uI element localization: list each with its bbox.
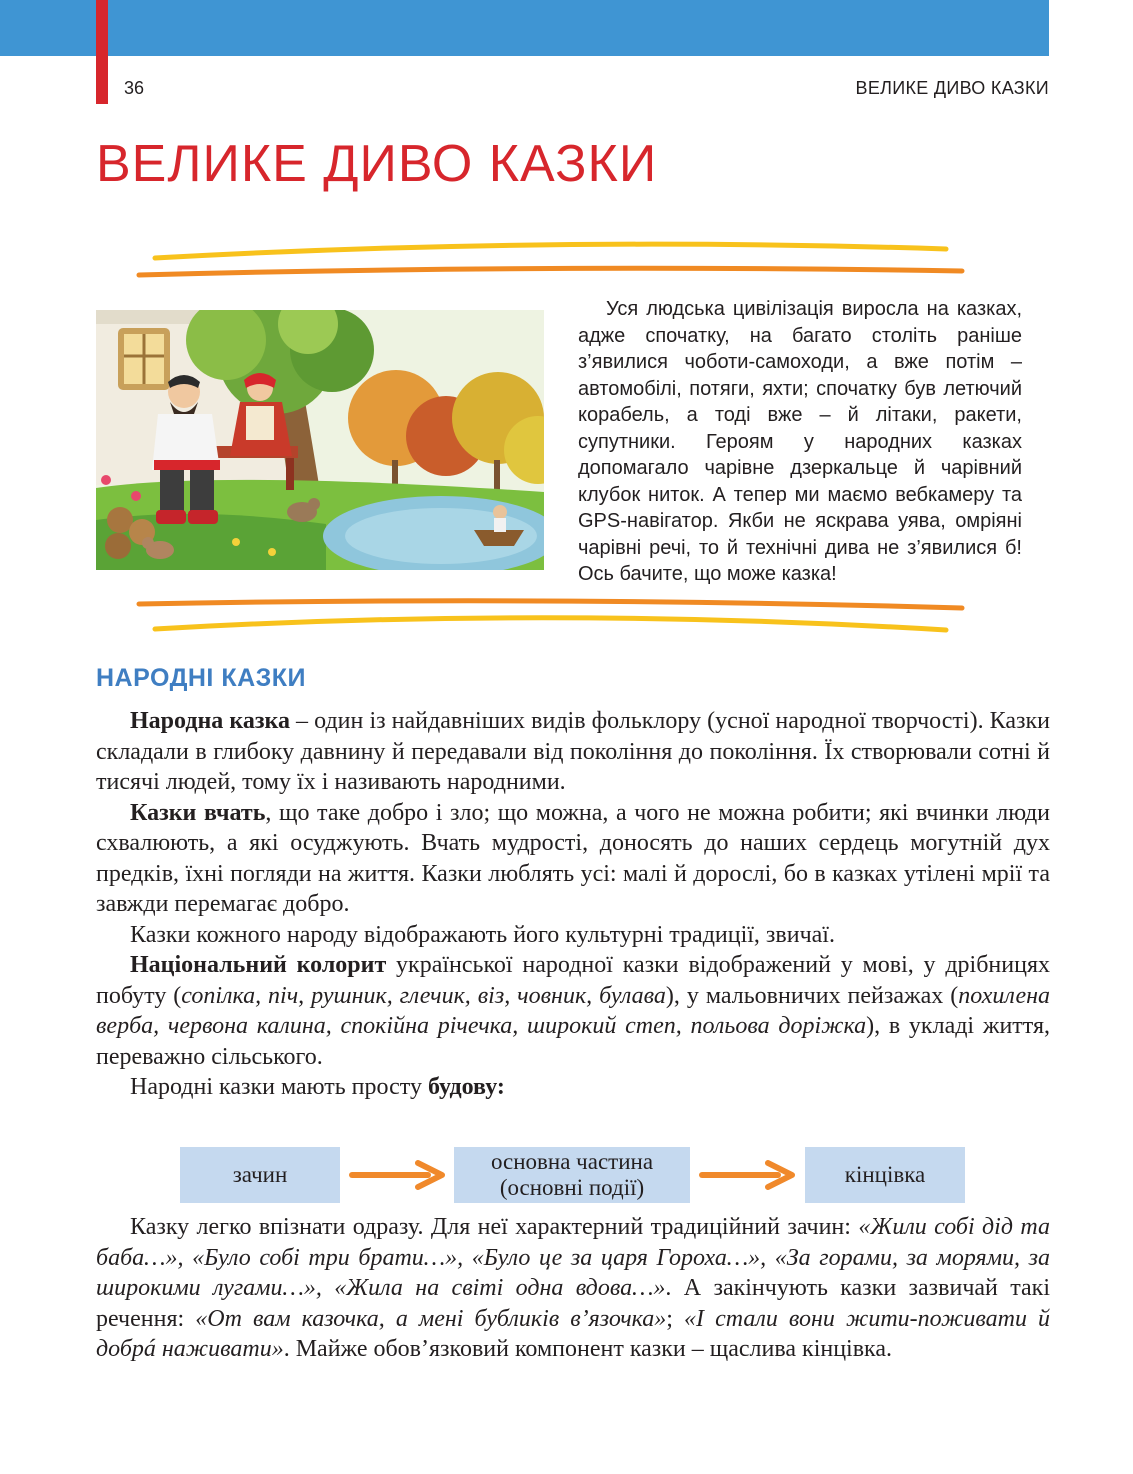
top-color-band	[0, 0, 1049, 56]
paragraph-structure-intro	[96, 1072, 1050, 1103]
scheme-box-main-part	[454, 1147, 690, 1203]
fairy-tale-illustration	[96, 310, 544, 570]
term-structure: будову	[427, 1074, 497, 1100]
opening-examples: «Жили собі дід та баба…», «Було собі три брати…», «Було це за царя Гороха…», «За горами, за морями, за широкими лугами…», «Жила на світі одна вдова…»	[96, 1214, 1051, 1301]
scheme-label-main-part	[491, 1149, 653, 1201]
colon: :	[496, 1074, 505, 1100]
paragraph-text: . Майже обов’язковий компонент казки – щаслива кінцівка.	[283, 1336, 893, 1362]
term-folk-tale: Народна казка	[130, 708, 290, 734]
arrow-right-icon	[348, 1159, 448, 1191]
paragraph-opening-and-ending	[96, 1212, 1050, 1365]
body-text-lower	[96, 1212, 1050, 1365]
section-title: НАРОДНІ КАЗКИ	[96, 664, 307, 692]
scheme-label-opening: зачин	[232, 1162, 288, 1187]
paragraph-folk-tale-definition	[96, 706, 1050, 798]
paragraph-text: , що таке добро і зло; що можна, а чого не можна робити; які вчинки люди схвалюють, а які осуджують. Вчать мудрості, доносять до наших сердець могутній дух предків, їхні погляди на життя. Казки люблять усі: малі й дорослі, бо в казках утілені мрії та завжди перемагає добро.	[96, 799, 1051, 917]
page-number: 36	[124, 78, 145, 98]
scheme-label-ending: кінцівка	[844, 1162, 926, 1187]
chapter-marker-bar	[96, 0, 108, 104]
paragraph-tales-teach	[96, 798, 1050, 920]
running-header: ВЕЛИКЕ ДИВО КАЗКИ	[855, 78, 1049, 98]
term-tales-teach: Казки вчать	[130, 799, 266, 826]
term-national-colour: Національний колорит	[130, 952, 387, 978]
paragraph-text: української народної казки відображений у мові, у дрібницях побуту (	[96, 952, 1050, 1009]
intro-paragraph: Уся людська цивілізація виросла на казках, адже спочатку, на багато століть раніше з’явилися чоботи-самоходи, а вже потім – автомобілі, потяги, яхти; спочатку був летючий корабель, а тоді вже – й літаки, ракети, супутники. Героям у народних казках допомагало чарівне дзеркальце й чарівний клубок ниток. А тепер ми маємо вебкамеру та GPS-навігатор. Якби не яскрава уява, омріяні чарівні речі, то й технічні дива не з’явилися б! Ось бачите, що може казка!	[578, 298, 1022, 585]
ending-example-2: «І стали вони жити-поживати й добрá наживати»	[96, 1305, 1051, 1362]
example-landscapes: похилена верба, червона калина, спокійна річечка, широкий степ, польова доріжка	[96, 982, 1050, 1039]
scheme-box-opening	[180, 1147, 340, 1203]
scheme-label-main-line2: (основні події)	[499, 1175, 645, 1200]
example-items: сопілка, піч, рушник, глечик, віз, човник, булава	[181, 982, 666, 1009]
paragraph-text: . А закінчують казки зазвичай такі речення:	[96, 1275, 1050, 1332]
paragraph-text: ), у мальовничих пейзажах (	[665, 982, 959, 1009]
paragraph-text: ), в укладі життя, переважно сільського.	[96, 1013, 1050, 1070]
paragraph-traditions	[96, 920, 1050, 951]
body-text-upper	[96, 706, 1050, 1103]
paragraph-text: Казку легко впізнати одразу. Для неї характерний традиційний зачин:	[130, 1214, 859, 1240]
paragraph-text: ;	[666, 1305, 685, 1332]
scheme-box-ending	[805, 1147, 965, 1203]
paragraph-text: Народні казки мають просту	[130, 1074, 428, 1100]
tale-structure-scheme	[180, 1147, 964, 1203]
scheme-label-main-line1: основна частина	[490, 1149, 654, 1174]
paragraph-text: – один із найдавніших видів фольклору (усної народної творчості). Казки складали в глибоку давнину й передавали від покоління до покоління. Їх створювали сотні й тисячі людей, тому їх і називають народними.	[96, 708, 1050, 795]
paragraph-text: Казки кожного народу відображають його культурні традиції, звичаї.	[130, 921, 835, 948]
page-title: ВЕЛИКЕ ДИВО КАЗКИ	[96, 135, 658, 193]
ending-example-1: «От вам казочка, а мені бубликів в’язочка»	[195, 1305, 667, 1332]
paragraph-national-colour	[96, 950, 1050, 1072]
arrow-right-icon	[698, 1159, 798, 1191]
